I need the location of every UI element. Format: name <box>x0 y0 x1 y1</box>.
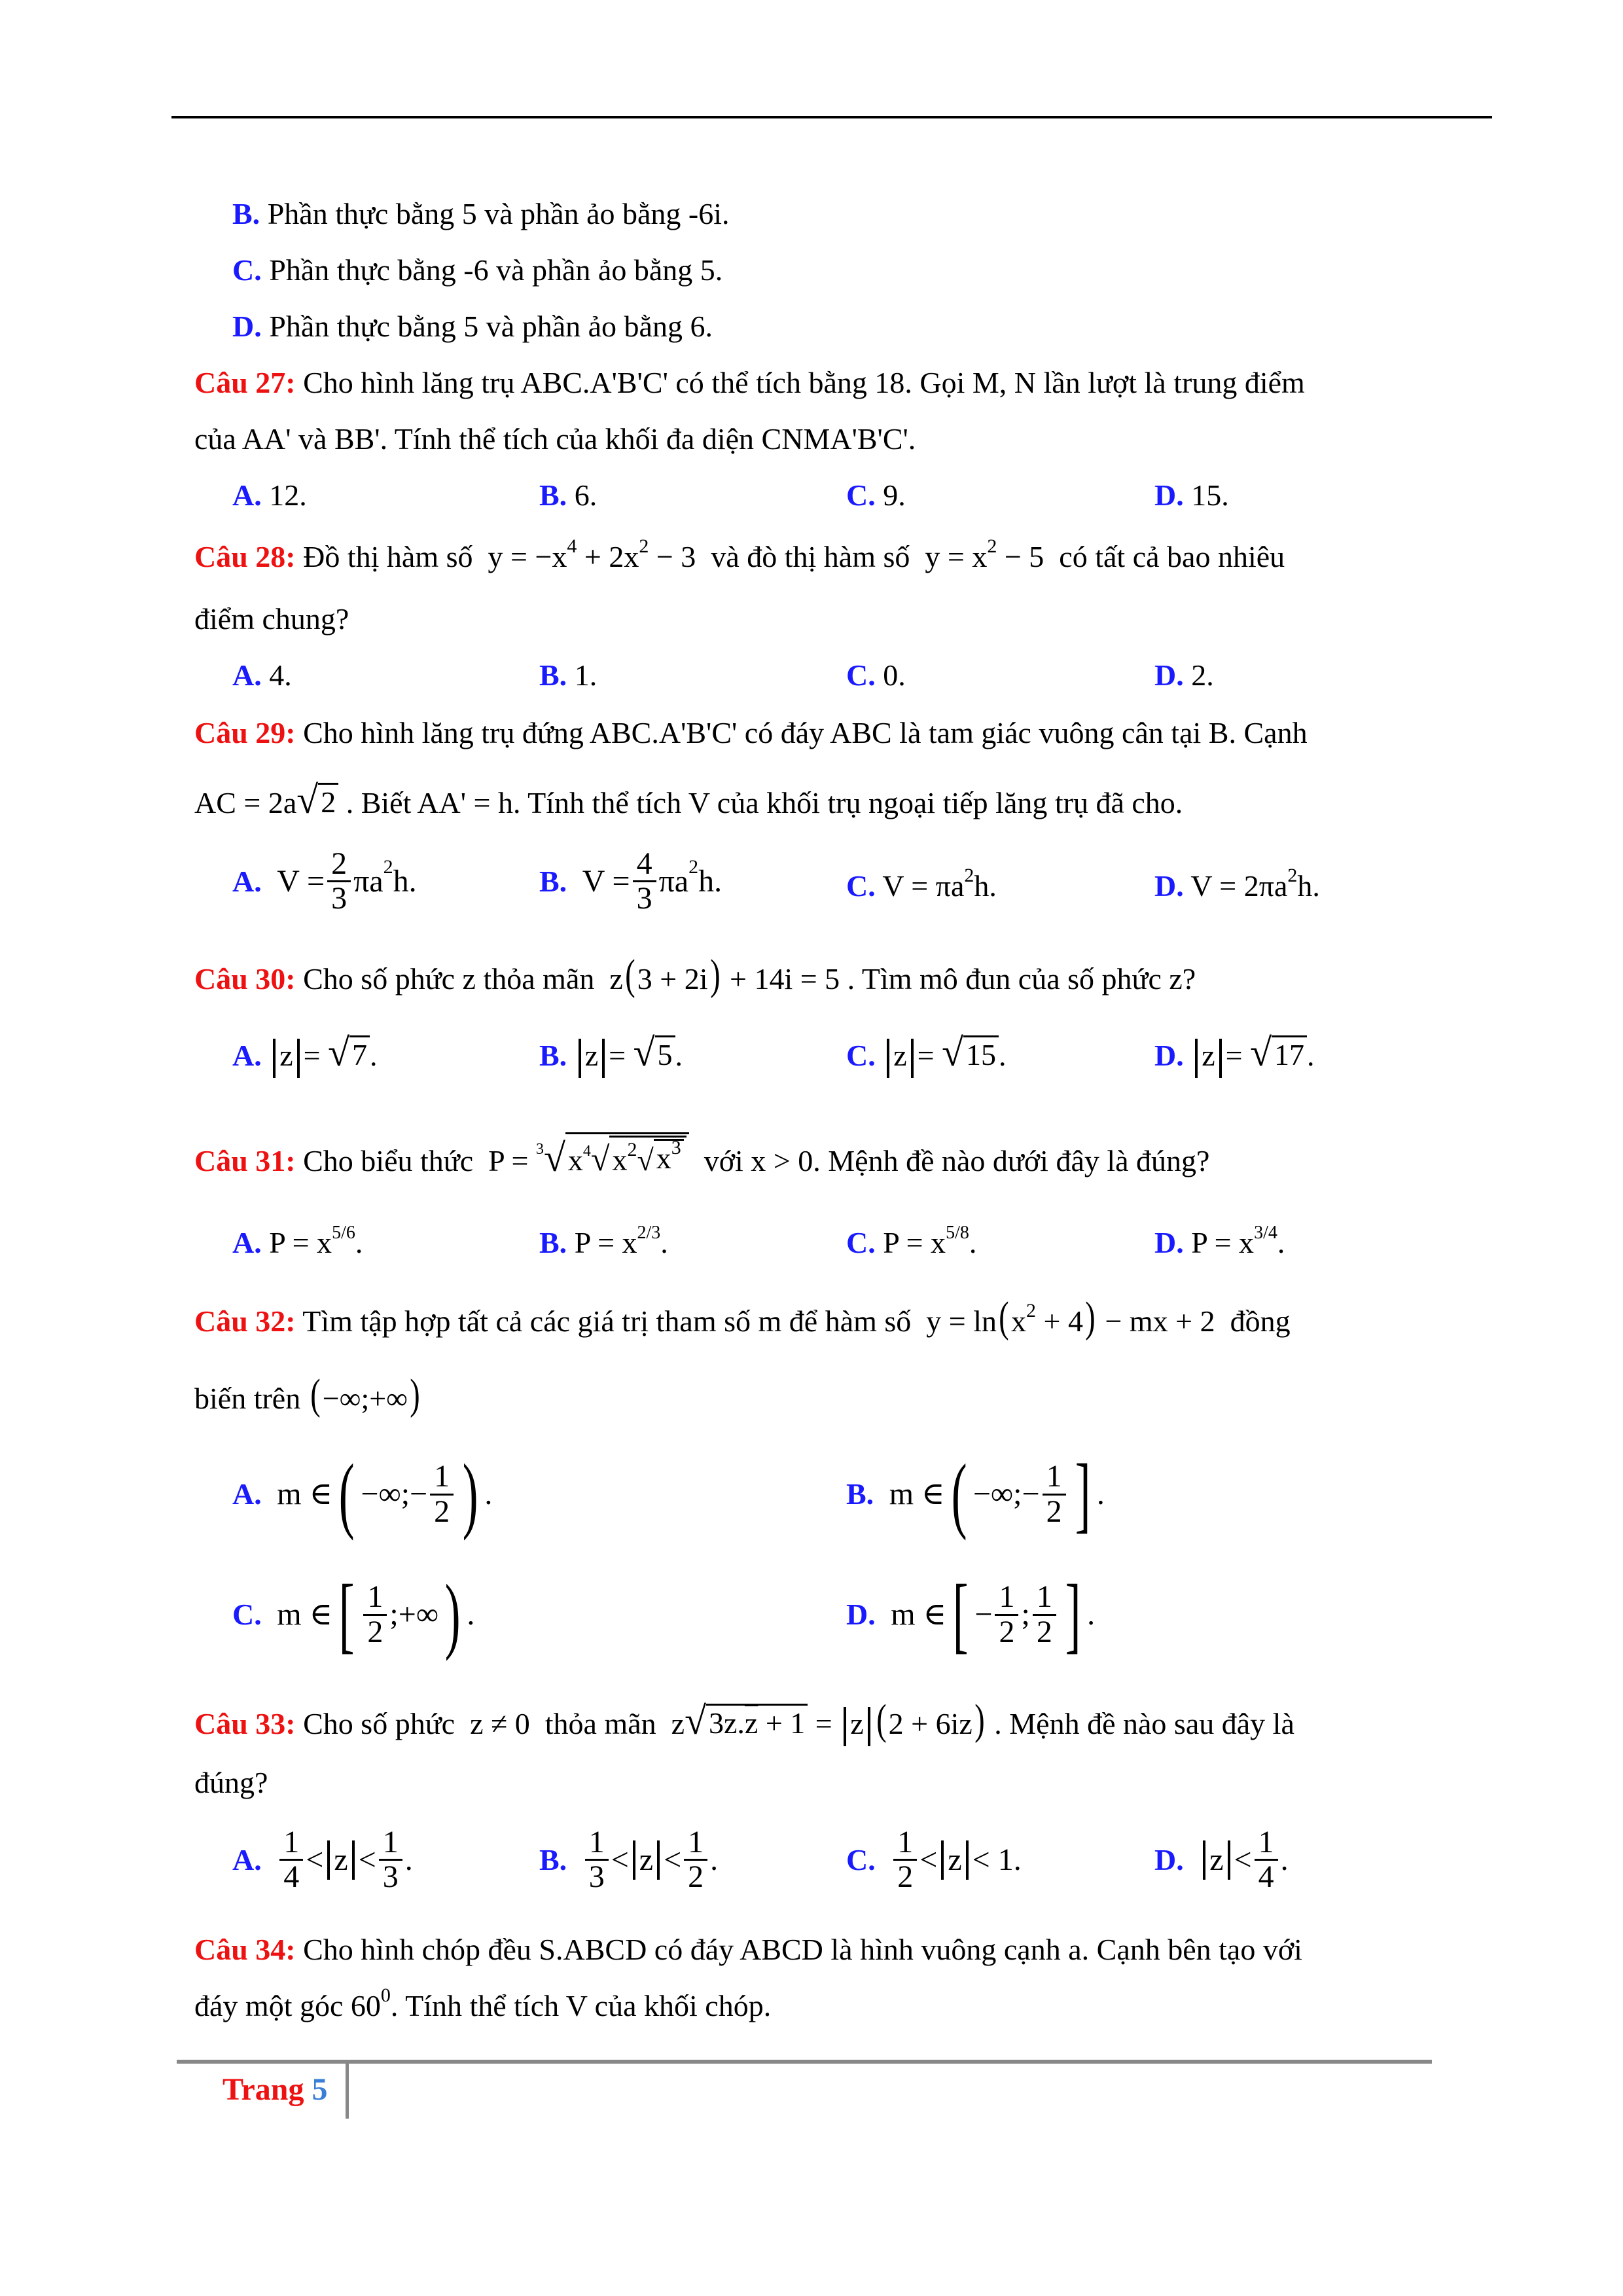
option-text: Phần thực bằng 5 và phần ảo bằng -6i. <box>267 197 730 230</box>
q30-line1: Câu 30: Cho số phức z thỏa mãn z(3 + 2i) + 14i = 5 . Tìm mô đun của số phức z? <box>194 951 1196 999</box>
q27-answer-d: D. 15. <box>1154 478 1229 512</box>
page-label: Trang <box>223 2072 304 2107</box>
q34-line1: Câu 34: Cho hình chóp đều S.ABCD có đáy ABCD là hình vuông cạnh a. Cạnh bên tạo với <box>194 1933 1302 1966</box>
q33-answer-d: D. z < $\frac{1}{4}$ . <box>1154 1825 1289 1895</box>
q29-answer-a: A. V = $\frac{2}{3}$ πa 2 h. <box>232 846 417 916</box>
q32-answer-c: C. m ∈ [ $\frac{1}{2}$ ;+∞ ) . <box>232 1568 475 1662</box>
q30-answer-d: D. z = √ 17 . <box>1154 1033 1315 1078</box>
q31-line1: Câu 31: Cho biểu thức P = $^3$ √ $x^4$ √ $x^2$ √ $x^3$ với x > 0. Mệnh đề nào dưới đây là đúng? <box>194 1132 1209 1185</box>
q31-answer-b: B. $P = x^{2/3}$. <box>539 1223 668 1259</box>
q32-answer-a: A. m ∈ ( −∞;− $\frac{1}{2}$ ) . <box>232 1447 493 1541</box>
q33-answer-b: B. $\frac{1}{3}$ < z < $\frac{1}{2}$ . <box>539 1825 719 1895</box>
q28-answer-b: B. 1. <box>539 658 597 692</box>
q27-answer-c: C. 9. <box>846 478 906 512</box>
q33-line2: đúng? <box>194 1766 268 1799</box>
q32-line1: Câu 32: Tìm tập hợp tất cả các giá trị tham số m để hàm số $y = \ln(x^2 + 4)$ − mx + 2 đồng <box>194 1293 1291 1341</box>
q28-function-2: $y = x^2 - 5$ <box>917 535 1052 573</box>
option-letter: C. <box>232 253 262 287</box>
q29-line2: AC = 2a √ 2 . Biết AA' = h. Tính thể tích V của khối trụ ngoại tiếp lăng trụ đã cho. <box>194 778 1183 821</box>
q33-answer-a: A. $\frac{1}{4}$ < z < $\frac{1}{3}$ . <box>232 1825 413 1895</box>
q28-answer-a: A. 4. <box>232 658 292 692</box>
q33-equation: z √ $3z.\overline{z} + 1$ = z (2 + 6iz) <box>664 1707 987 1740</box>
q33-answer-c: C. $\frac{1}{2}$ < z < 1. <box>846 1825 1022 1895</box>
q31-answer-a: A. $P = x^{5/6}$. <box>232 1223 363 1259</box>
q31-answer-d: D. $P = x^{3/4}$. <box>1154 1223 1285 1259</box>
question-text: Cho hình lăng trụ ABC.A'B'C' có thể tích bằng 18. Gọi M, N lần lượt là trung điểm <box>303 366 1305 399</box>
q26-option-c <box>232 251 722 289</box>
option-letter: B. <box>232 197 260 230</box>
page-number: 5 <box>312 2072 328 2107</box>
q31-answer-c: C. $P = x^{5/8}$. <box>846 1223 977 1259</box>
option-text: Phần thực bằng -6 và phần ảo bằng 5. <box>269 253 723 287</box>
q28-line2: điểm chung? <box>194 602 349 636</box>
q32-function: $y = \ln(x^2 + 4)$ − mx + 2 <box>918 1293 1223 1341</box>
footer-rule <box>177 2060 1432 2064</box>
q26-option-d <box>232 308 713 346</box>
q28-answer-d: D. 2. <box>1154 658 1214 692</box>
q32-line2: biến trên (−∞;+∞) <box>194 1371 420 1418</box>
q30-answer-a: A. z = √ 7 . <box>232 1033 378 1078</box>
q28-function-1: $y = -x^4 + 2x^2 - 3$ <box>480 535 704 573</box>
q32-answer-b: B. m ∈ ( −∞;− $\frac{1}{2}$ ] . <box>846 1447 1105 1541</box>
q29-ac-formula: AC = 2a √ 2 <box>194 786 338 819</box>
q27-answer-b: B. 6. <box>539 478 597 512</box>
q27-answer-a: A. 12. <box>232 478 307 512</box>
q28-line1: Câu 28: Đồ thị hàm số $y = -x^4 + 2x^2 - 3$ và đò thị hàm số $y = x^2 - 5$ có tất cả bao nhiêu <box>194 535 1285 573</box>
q29-line1: Câu 29: Cho hình lăng trụ đứng ABC.A'B'C' có đáy ABC là tam giác vuông cân tại B. Cạnh <box>194 716 1308 749</box>
q29-answer-b: B. V = $\frac{4}{3}$ πa 2 h. <box>539 846 722 916</box>
q29-answer-c: C. $V = \pi a^2h$. <box>846 865 997 903</box>
q31-expression: P = $^3$ √ $x^4$ √ $x^2$ √ $x^3$ <box>481 1144 697 1177</box>
q28-answer-c: C. 0. <box>846 658 906 692</box>
q32-answer-d: D. m ∈ [ − $\frac{1}{2}$ ; $\frac{1}{2}$ ] . <box>846 1568 1096 1662</box>
q34-line2: đáy một góc $60^0$. Tính thể tích V của khối chóp. <box>194 1984 772 2022</box>
q27-line2 <box>194 420 916 458</box>
q30-answer-b: B. z = √ 5 . <box>539 1033 683 1078</box>
question-text: của AA' và BB'. Tính thể tích của khối đa diện CNMA'B'C'. <box>194 422 916 456</box>
option-text: Phần thực bằng 5 và phần ảo bằng 6. <box>269 310 713 343</box>
q26-option-b <box>232 195 730 233</box>
q30-answer-c: C. z = √ 15 . <box>846 1033 1007 1078</box>
page-footer <box>223 2072 327 2108</box>
q33-line1: Câu 33: Cho số phức z ≠ 0 thỏa mãn z √ $3z.\overline{z} + 1$ = z (2 + 6iz) . Mệnh đề nào sau đây là <box>194 1698 1294 1746</box>
q27-line1 <box>194 364 1305 402</box>
footer-divider <box>346 2060 349 2119</box>
q29-answer-d: D. $V = 2\pi a^2h$. <box>1154 865 1320 903</box>
option-letter: D. <box>232 310 262 343</box>
q30-equation: z(3 + 2i) + 14i = 5 <box>601 951 840 999</box>
question-label: Câu 27: <box>194 366 296 399</box>
